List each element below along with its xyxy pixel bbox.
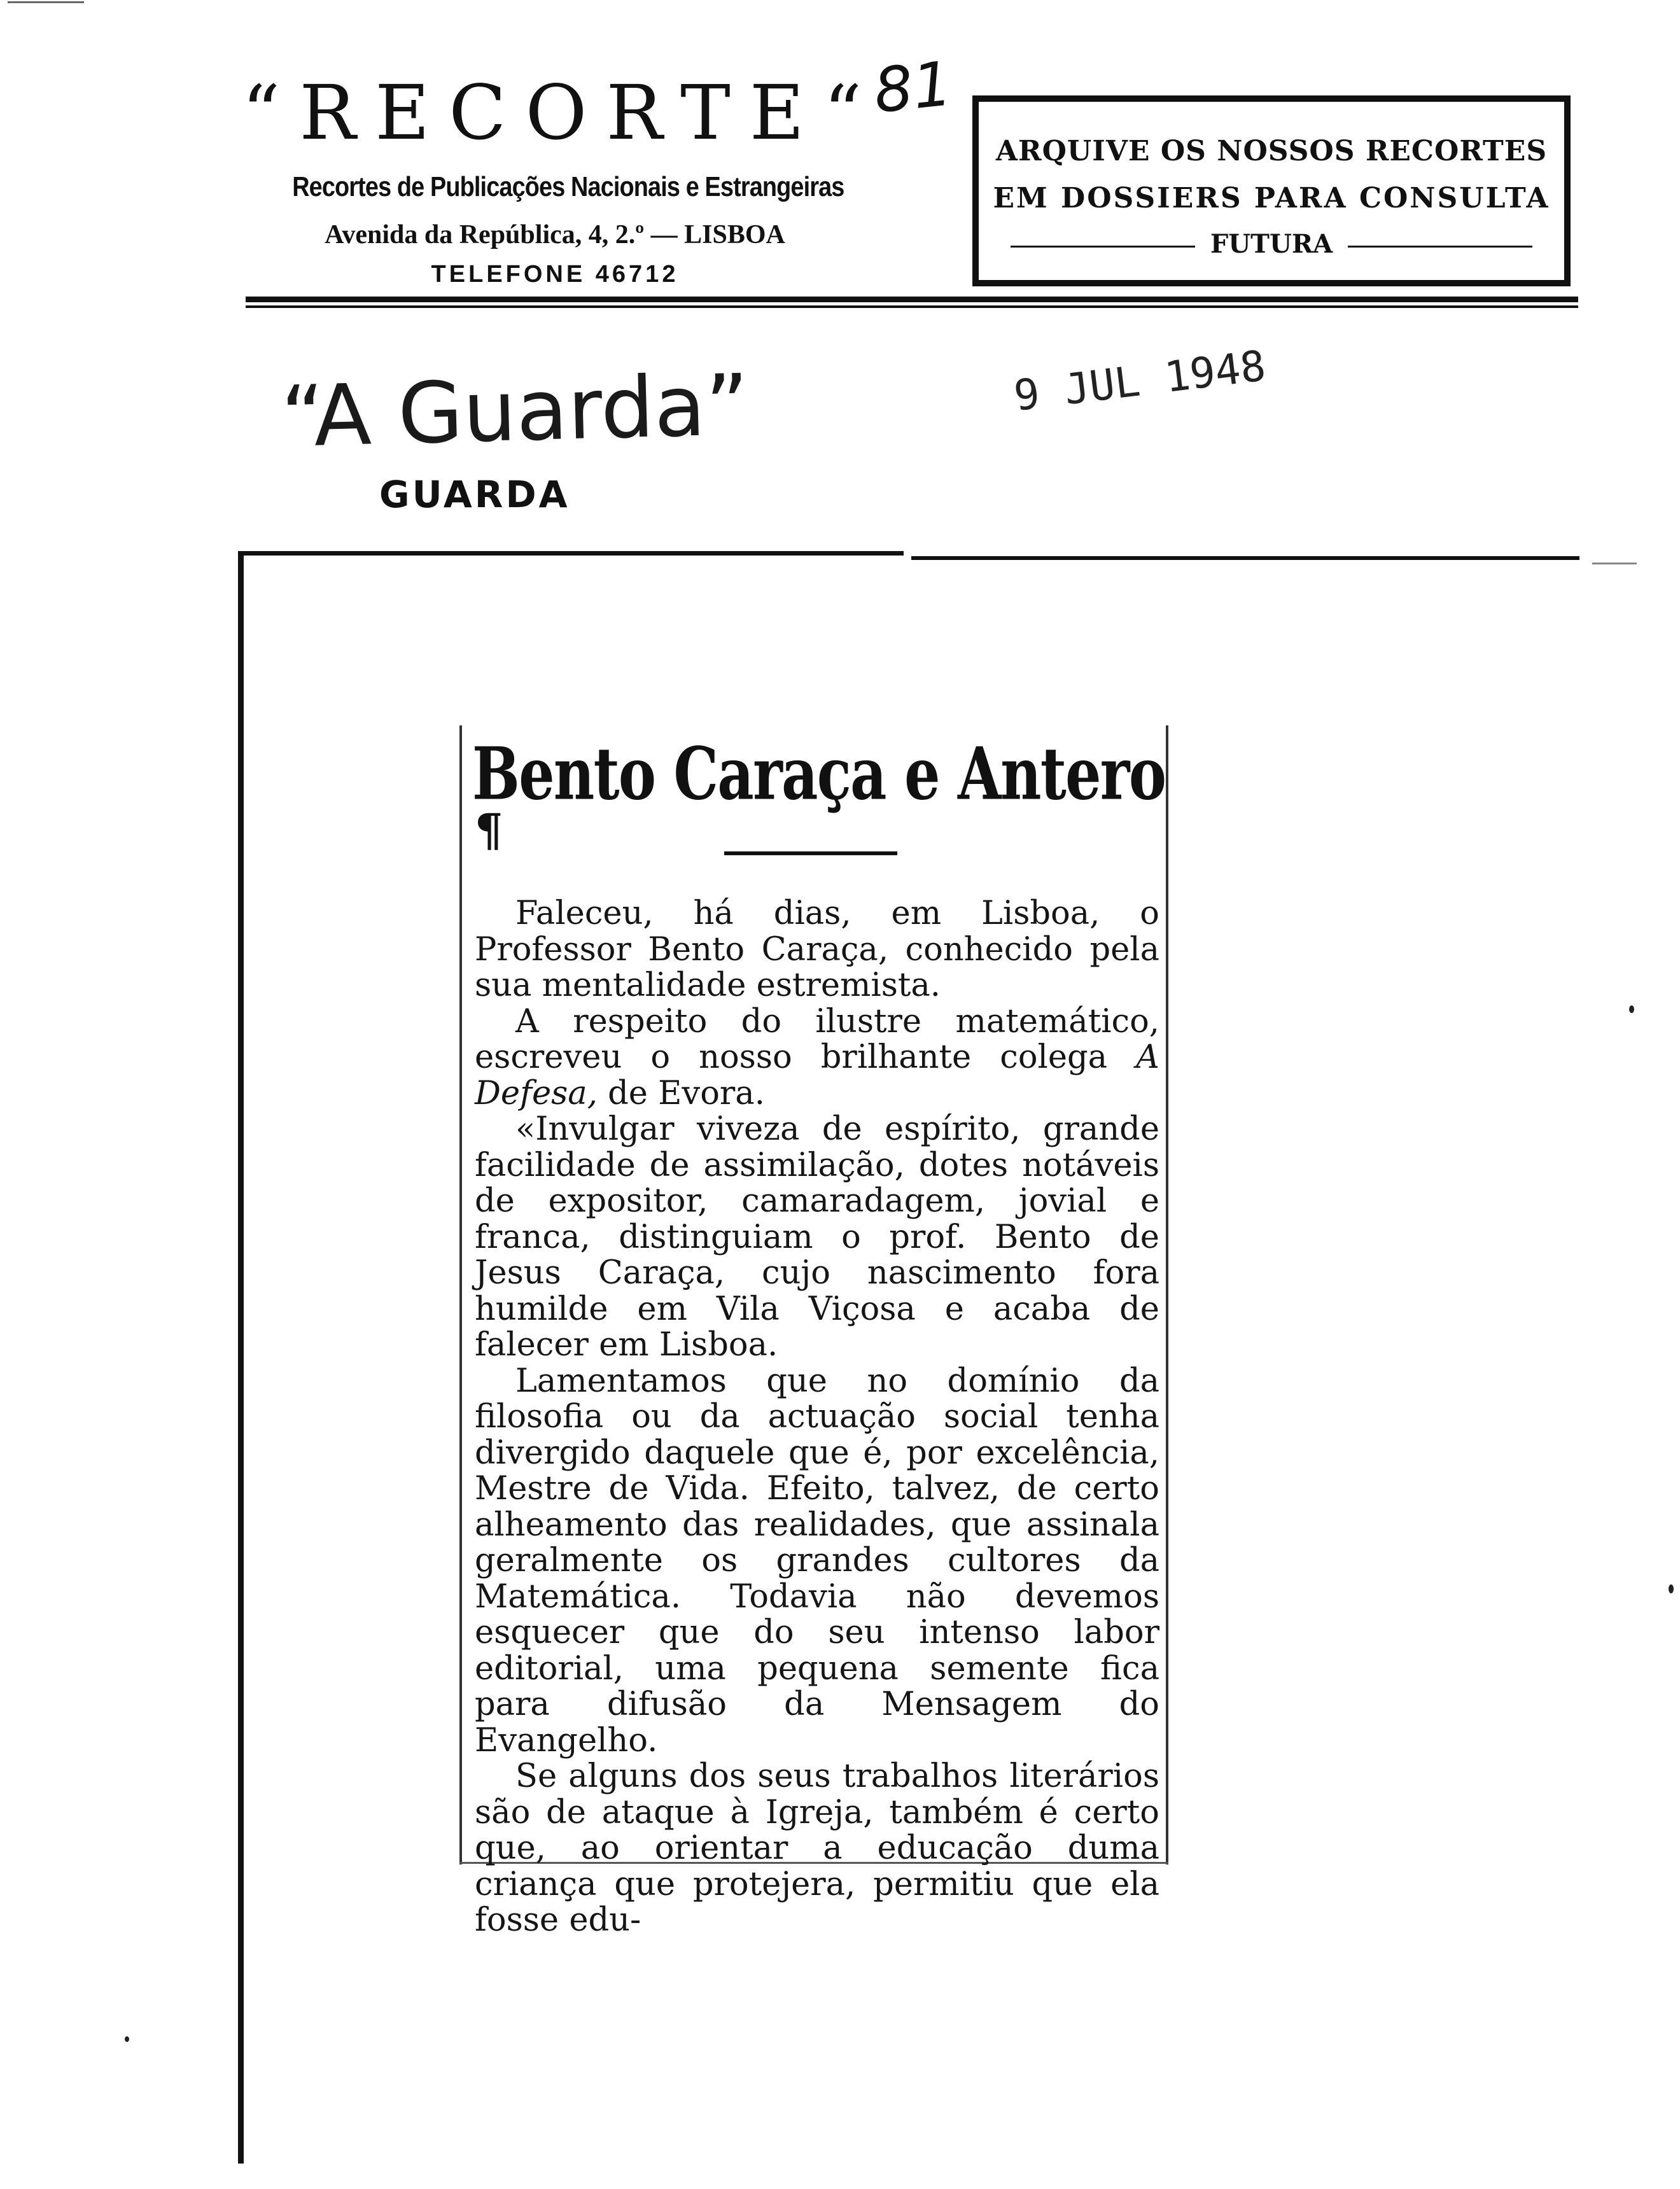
date-stamp: 9 JUL 1948 xyxy=(1011,341,1269,421)
mount-frame-top-right xyxy=(911,556,1579,560)
headline-rule xyxy=(724,851,897,855)
scan-speck xyxy=(1629,1005,1634,1013)
clipping-edge-left xyxy=(459,725,462,1864)
clipping-edge-right xyxy=(1166,725,1168,1864)
article-paragraph-5: Se alguns dos seus trabalhos literários são de ataque à Igreja, também é certo que, ao orientar a educação duma criança que protejera, permitiu que ela fosse edu- xyxy=(475,1758,1159,1939)
agency-subtitle: Recortes de Publicações Nacionais e Estrangeiras xyxy=(292,171,844,202)
agency-phone: TELEFONE 46712 xyxy=(431,261,679,288)
article-body xyxy=(475,896,1159,1939)
article-paragraph-2-text: A respeito do ilustre matemático, escreveu o nosso brilhante colega xyxy=(475,1002,1159,1076)
handwritten-number: 81 xyxy=(871,48,956,127)
header-rule-thick xyxy=(246,297,1578,302)
notice-line-3-text: FUTURA xyxy=(1210,229,1333,259)
newspaper-name: “A Guarda” xyxy=(279,356,750,466)
agency-brand: “RECORTE“ xyxy=(242,69,881,157)
colleague-paper: A Defesa, xyxy=(475,1039,1159,1112)
notice-line-1: ARQUIVE OS NOSSOS RECORTES xyxy=(995,135,1548,167)
mount-frame-left xyxy=(238,551,244,2164)
header-rule-thin xyxy=(246,305,1578,308)
colleague-city: de Evora. xyxy=(608,1074,765,1112)
article-paragraph-4: Lamentamos que no domínio da filosofia ou da actuação social tenha divergido daquele que é, por excelência, Mestre de Vida. Efeito, talvez, de certo alheamento das realidades, que assinala geralmente os grandes cultores da Matemática. Todavia não devemos esquecer que do seu intenso labor editorial, uma pequena semente fica para difusão da Mensagem do Evangelho. xyxy=(475,1362,1159,1759)
notice-line-2: EM DOSSIERS PARA CONSULTA xyxy=(993,182,1550,214)
article-headline: Bento Caraça e Antero xyxy=(472,732,1166,816)
article-paragraph-2 xyxy=(475,1004,1159,1112)
archive-notice-box xyxy=(972,95,1571,286)
headline-mark: ¶ xyxy=(475,804,503,857)
article-paragraph-1: Faleceu, há dias, em Lisboa, o Professor Bento Caraça, conhecido pela sua mentalidade estremista. xyxy=(475,895,1159,1004)
scan-speck xyxy=(1592,563,1637,564)
article-paragraph-3: «Invulgar viveza de espírito, grande facilidade de assimilação, dotes notáveis de expositor, camaradagem, jovial e franca, distinguiam o prof. Bento de Jesus Caraça, cujo nascimento fora humilde em Vila Viçosa e acaba de falecer em Lisboa. xyxy=(475,1110,1159,1364)
agency-address: Avenida da República, 4, 2.º — LISBOA xyxy=(325,220,785,249)
notice-line-3 xyxy=(979,229,1564,259)
scan-speck xyxy=(125,2036,129,2042)
scan-speck xyxy=(8,1,84,3)
scan-speck xyxy=(1669,1584,1674,1593)
mount-frame-top xyxy=(242,551,904,556)
newspaper-city: GUARDA xyxy=(379,473,570,516)
